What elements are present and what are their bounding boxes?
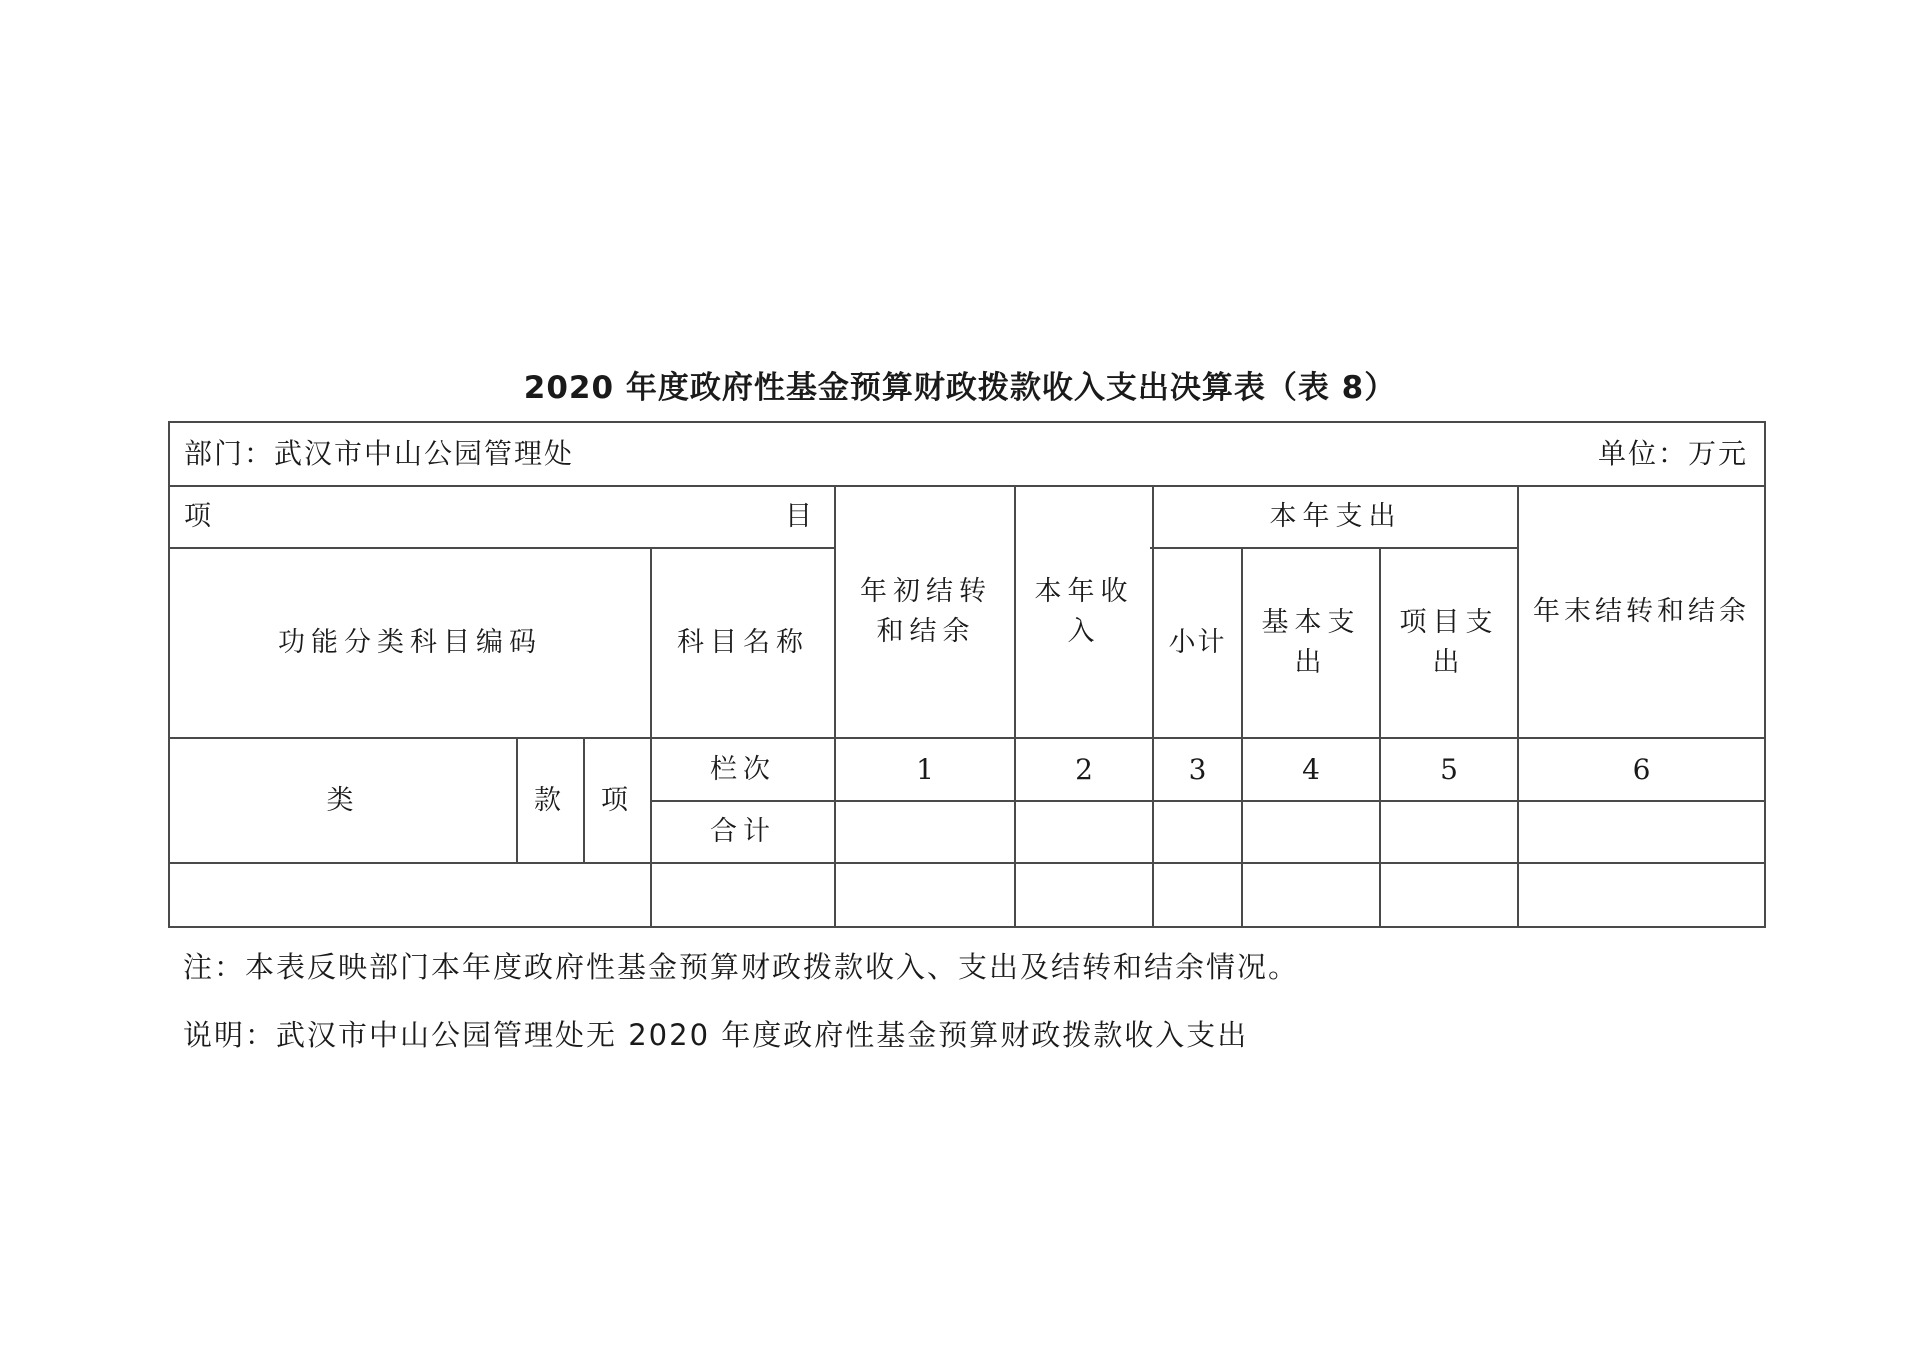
unit-label: 单位：万元 (1597, 437, 1748, 470)
col-index-label: 栏次 (710, 753, 776, 785)
col-number-5: 5 (1440, 752, 1458, 786)
total-label: 合计 (710, 816, 776, 847)
col-number-1: 1 (916, 752, 934, 786)
header-basic: 基本支出 (1261, 607, 1361, 678)
table-explanation: 说明：武汉市中山公园管理处无 2020 年度政府性基金预算财政拨款收入支出 (183, 1018, 1249, 1052)
item-header-left: 项 (184, 501, 217, 532)
header-func-code: 功能分类科目编码 (278, 627, 542, 658)
header-project: 项目支出 (1399, 607, 1499, 678)
header-subject-name: 科目名称 (677, 627, 809, 658)
department-label: 部门：武汉市中山公园管理处 (184, 437, 575, 470)
header-begin-balance: 年初结转和结余 (860, 576, 992, 647)
budget-table (168, 421, 1766, 928)
header-income: 本年收入 (1034, 576, 1134, 647)
col-number-6: 6 (1632, 752, 1651, 786)
header-lei: 类 (326, 784, 360, 816)
table-note: 注：本表反映部门本年度政府性基金预算财政拨款收入、支出及结转和结余情况。 (183, 950, 1300, 984)
col-number-4: 4 (1302, 752, 1320, 786)
col-number-2: 2 (1075, 752, 1093, 786)
header-expense-group: 本年支出 (1269, 501, 1402, 532)
header-subtotal: 小计 (1168, 627, 1227, 658)
header-kuan: 款 (534, 784, 567, 816)
table-title: 2020 年度政府性基金预算财政拨款收入支出决算表（表 8） (523, 370, 1397, 406)
header-end-balance: 年末结转和结余 (1533, 596, 1750, 627)
col-number-3: 3 (1188, 752, 1207, 786)
item-header-right: 目 (785, 501, 818, 532)
header-xiang: 项 (601, 784, 634, 816)
